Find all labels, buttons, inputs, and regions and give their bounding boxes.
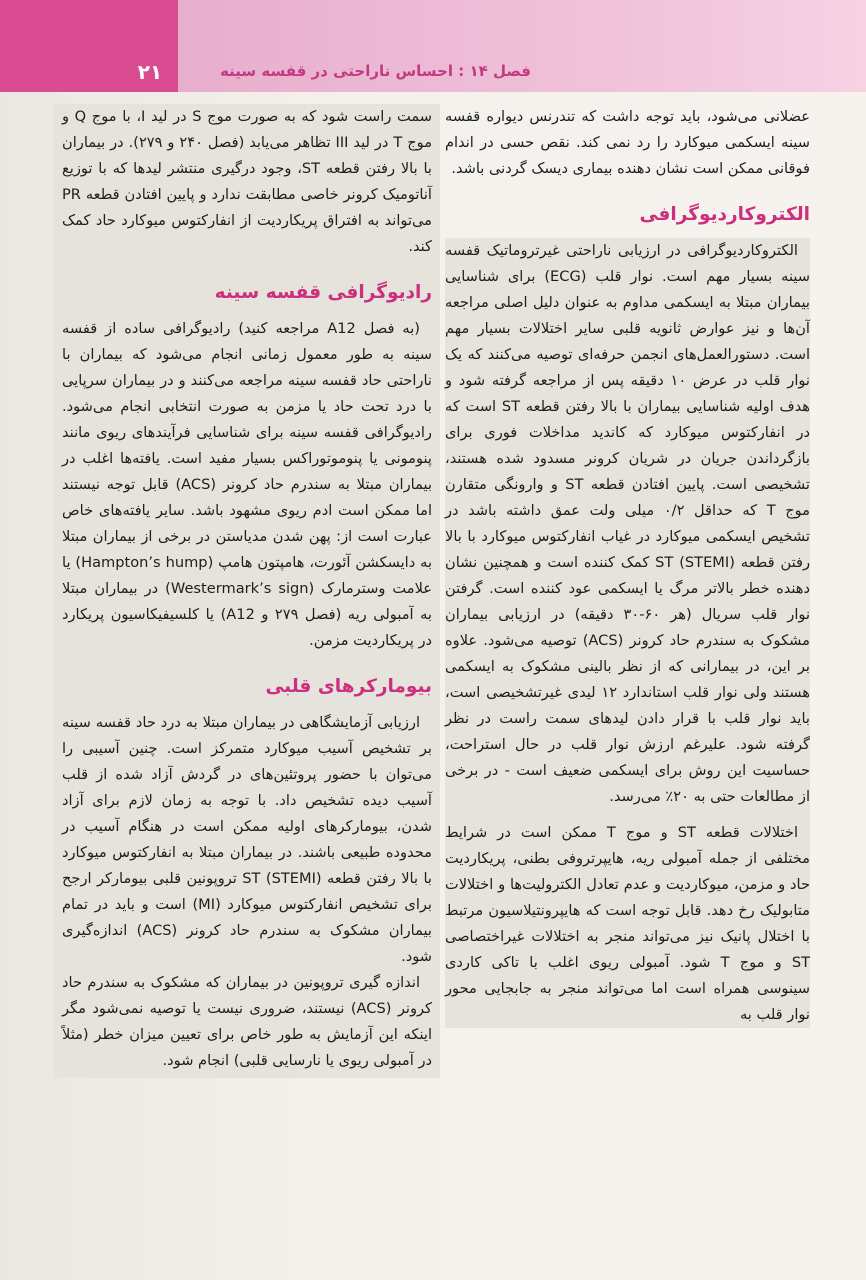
radiography-paragraph: (به فصل A12 مراجعه کنید) رادیوگرافی ساده از قفسه سینه به طور معمول زمانی انجام می‌شود که بیماران با ناراحتی حاد قفسه سینه مراجعه می‌کنند و در بیماران سرپایی با درد تحت حاد یا مزمن به صورت انتخابی انجام می‌شود. رادیوگرافی قفسه سینه برای شناسایی فرآیندهای ریوی مانند پنومونی یا پنوموتوراکس بسیار مفید است. یافته‌ها اغلب در بیماران مبتلا به سندرم حاد کرونر (ACS) قابل توجه نیستند اما ممکن است ادم ریوی مشهود باشد. سایر یافته‌های خاص عبارت است از: پهن شدن مدیاستن در برخی از بیماران مبتلا به دایسکشن آئورت، هامپتون هامپ (Hampton’s hump) یا علامت وسترمارک (Westermark’s sign) در بیماران مبتلا به آمبولی ریه (فصل ۲۷۹ و A12) یا کلسیفیکاسیون پریکارد در پریکاردیت مزمن. (62, 320, 433, 649)
continuation-paragraph: سمت راست شود که به صورت موج S در لید I، با موج Q و موج T در لید III تظاهر می‌یابد (فصل ۲۴۰ و ۲۷۹). در بیماران با بالا رفتن قطعه ST، وجود درگیری منتشر لیدها که با توزیع آناتومیک کرونر خاصی مطابقت ندارد و پایین افتادن قطعه PR می‌تواند به افتراق پریکاردیت از انفارکتوس میوکارد حاد کمک کند. (62, 108, 433, 255)
page-number: ۲۱ (137, 60, 163, 84)
biomarkers-section-title: بیومارکرهای قلبی (265, 676, 432, 697)
ecg-section-title: الکتروکاردیوگرافی (639, 204, 810, 225)
biomarkers-paragraph-1: ارزیابی آزمایشگاهی در بیماران مبتلا به درد حاد قفسه سینه بر تشخیص آسیب میوکارد متمرکز است. چنین آسیبی را می‌توان با حضور پروتئین‌های در گردش آزاد شده از قلب آسیب دیده تشخیص داد. با توجه به زمان لازم برای آزاد شدن، بیومارکرهای اولیه ممکن است در هنگام آسیب در محدوده طبیعی باشند. در بیماران مبتلا به انفارکتوس میوکارد با بالا رفتن قطعه ST (STEMI) تروپونین قلبی بیومارکر ارجح برای تشخیص انفارکتوس میوکارد (MI) است و باید در تمام بیماران مشکوک به سندرم حاد کرونر (ACS) اندازه‌گیری شود. (62, 714, 432, 965)
biomarkers-paragraph-2: اندازه گیری تروپونین در بیماران که مشکوک به سندرم حاد کرونر (ACS) نیستند، ضروری نیست یا توصیه نمی‌شود مگر اینکه این آزمایش به طور خاص برای تعیین میزان خطر (مثلاً در آمبولی ریوی یا نارسایی قلبی) انجام شود. (62, 974, 432, 1069)
ecg-paragraph-2: اختلالات قطعه ST و موج T ممکن است در شرایط مختلفی از جمله آمبولی ریه، هایپرتروفی بطنی، پریکاردیت حاد و مزمن، میوکاردیت و عدم تعادل الکترولیت‌ها و اختلالات متابولیک رخ دهد. قابل توجه است که هایپرونتیلاسیون مرتبط با اختلال پانیک نیز می‌تواند منجر به اختلالات غیراختصاصی ST و موج T شود. آمبولی ریوی اغلب با تاکی کاردی سینوسی همراه است اما می‌تواند منجر به جابجایی محور نوار قلب به (445, 824, 810, 1023)
left-column (54, 104, 440, 1078)
right-column (445, 104, 810, 1028)
page-header (0, 0, 866, 96)
radiography-section-title: رادیوگرافی قفسه سینه (214, 282, 432, 303)
intro-paragraph: عضلانی می‌شود، باید توجه داشت که تندرنس دیواره قفسه سینه ایسکمی میوکارد را رد نمی کند. نقص حسی در اندام فوقانی ممکن است نشان دهنده بیماری دیسک گردنی باشد. (445, 108, 810, 177)
chapter-title: فصل ۱۴ : احساس ناراحتی در قفسه سینه (220, 62, 531, 80)
ecg-section-body (445, 238, 810, 1028)
ecg-paragraph-1: الکتروکاردیوگرافی در ارزیابی ناراحتی غیرتروماتیک قفسه سینه بسیار مهم است. نوار قلب (ECG) برای شناسایی بیماران مبتلا به ایسکمی مداوم به عنوان دلیل اصلی مراجعه آن‌ها و نیز عوارض ثانویه قلبی سایر اختلالات بسیار مهم است. دستورالعمل‌های انجمن حرفه‌ای توصیه می‌کنند که یک نوار قلب در عرض ۱۰ دقیقه پس از مراجعه گرفته شود و هدف اولیه شناسایی بیماران با بالا رفتن قطعه ST است که در انفارکتوس میوکارد که کاندید مداخلات فوری برای بازگرداندن جریان در شریان کرونر مسدود شده هستند، تشخیصی است. پایین افتادن قطعه ST و وارونگی متقارن موج T که حداقل ۰/۲ میلی ولت عمق داشته باشد در تشخیص ایسکمی میوکارد در غیاب انفارکتوس میوکارد با بالا رفتن قطعه ST (STEMI) کمک کننده است و همچنین نشان دهنده خطر بالاتر مرگ یا ایسکمی عود کننده است. گرفتن نوار قلب سریال (هر ۶۰-۳۰ دقیقه) در ارزیابی بیماران مشکوک به سندرم حاد کرونر (ACS) توصیه می‌شود. علاوه بر این، در بیمارانی که از نظر بالینی مشکوک به ایسکمی هستند ولی نوار قلب استاندارد ۱۲ لیدی غیرتشخیصی است، باید نوار قلب با قرار دادن لیدهای سمت راست در نظر گرفته شود. علیرغم ارزش نوار قلب در حال استراحت، حساسیت این روش برای ایسکمی ضعیف است - در برخی از مطالعات حتی به ۲۰٪ می‌رسد. (445, 242, 811, 805)
